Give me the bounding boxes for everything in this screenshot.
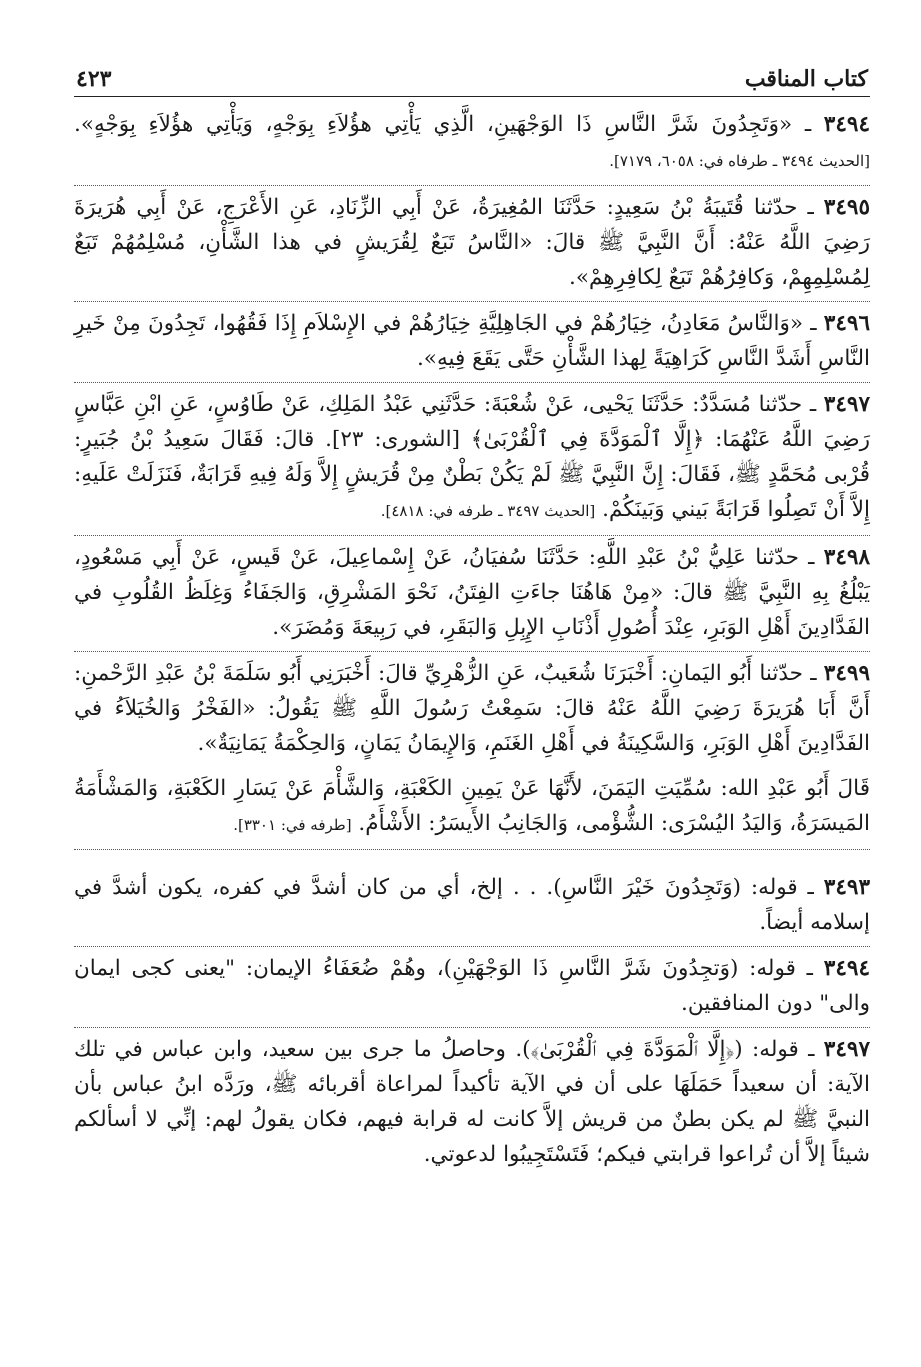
hadith-number: ٣٤٩٦ xyxy=(823,311,870,336)
hadith-text: ـ حدّثنا عَلِيُّ بْنُ عَبْدِ اللَّهِ: حَدَّثَنَا سُفيَانُ، عَنْ إِسْماعِيلَ، عَنْ قَيسٍ، عَنْ أَبِي مَسْعُودٍ، يَبْلُغُ بِهِ النَّبِيَّ ﷺ قالَ: «مِنْ هَاهُنَا جاءَتِ الفِتَنُ، نَحْوَ المَشْرِقِ، وَالجَفَاءُ وَغِلَظُ القُلُوبِ في الفَدَّادِينَ أَهْلِ الوَبَرِ، عِنْدَ أُصُولِ أَذْنَابِ الإِبِلِ وَالبَقَرِ، في رَبِيعَةَ وَمُضَرَ». xyxy=(74,545,870,640)
commentary-3493 xyxy=(74,866,870,947)
hadith-text: ـ حدّثنا أَبُو اليَمانِ: أَخْبَرَنَا شُعَيبٌ، عَنِ الزُّهْرِيِّ قالَ: أَخْبَرَنِي أَبُو سَلَمَةَ بْنُ عَبْدِ الرَّحْمنِ: أَنَّ أَبَا هُرَيرَةَ رَضِيَ اللَّهُ عَنْهُ قالَ: سَمِعْتُ رَسُولَ اللَّهِ ﷺ يَقُولُ: «الفَخْرُ وَالخُيَلاَءُ في الفَدَّادِينَ أَهْلِ الوَبَرِ، وَالسَّكِينَةُ في أَهْلِ الغَنَمِ، وَالإِيمَانُ يَمَانٍ، وَالحِكْمَةُ يَمَانِيَةٌ». xyxy=(74,661,870,756)
hadith-text: ـ «وَتَجِدُونَ شَرَّ النَّاسِ ذَا الوَجْهَينِ، الَّذِي يَأْتِي هؤُلاَءِ بِوَجْهٍ، وَيَأْتِي هؤُلاَءِ بِوَجْهٍ». xyxy=(74,112,824,137)
hadith-text: ـ حدّثنا قُتَيبَةُ بْنُ سَعِيدٍ: حَدَّثَنَا المُغِيرَةُ، عَنْ أَبِي الزِّنَادِ، عَنِ الأَعْرَجِ، عَنْ أَبِي هُرَيرَةَ رَضِيَ اللَّهُ عَنْهُ: أَنَّ النَّبِيَّ ﷺ قالَ: «النَّاسُ تَبَعٌ لِقُرَيشٍ في هذا الشَّأْنِ، مُسْلِمُهُمْ تَبَعٌ لِمُسْلِمِهِمْ، وَكافِرُهُمْ تَبَعٌ لِكافِرِهِمْ». xyxy=(74,195,870,290)
commentary-number: ٣٤٩٧ xyxy=(823,1037,870,1062)
section-gap xyxy=(74,850,870,866)
abu-abdillah-note xyxy=(74,767,870,850)
hadith-text: ـ حدّثنا مُسَدَّدٌ: حَدَّثَنَا يَحْيى، عَنْ شُعْبَةَ: حَدَّثَنِي عَبْدُ المَلِكِ، عَنْ طَاوُسٍ، عَنِ ابْنِ عَبَّاسٍ رَضِيَ اللَّهُ عَنْهُمَا: ﴿إِلَّا ٱلْمَوَدَّةَ فِي ٱلْقُرْبَىٰ﴾ [الشورى: ٢٣]. قالَ: فَقَالَ سَعِيدُ بْنُ جُبَيرٍ: قُرْبى مُحَمَّدٍ ﷺ، فَقَالَ: إِنَّ النَّبِيَّ ﷺ لَمْ يَكُنْ بَطْنٌ مِنْ قُرَيشٍ إِلاَّ وَلَهُ فِيهِ قَرَابَةٌ، فَنَزَلَتْ عَلَيهِ: إِلاَّ أَنْ تَصِلُوا قَرَابَةً بَيني وَبَينَكُمْ. xyxy=(74,392,871,522)
hadith-3497 xyxy=(74,383,870,536)
main-text xyxy=(74,97,870,1178)
commentary-text: ـ قوله: (وَتَجِدُونَ خَيْرَ النَّاسِ). . . إلخ، أي من كان أشدَّ في كفره، يكون أشدَّ في إسلامه أيضاً. xyxy=(74,875,870,935)
book-page xyxy=(74,50,870,1178)
page-number: ٤٢٣ xyxy=(76,66,112,92)
commentary-text: ـ قوله: (وَتجِدُونَ شَرَّ النَّاسِ ذَا الوَجْهَيْنِ)، وهُمْ ضُعَفَاءُ الإيمان: "يعنى كجى ايمان والى" دون المنافقين. xyxy=(74,956,870,1016)
hadith-3495 xyxy=(74,186,870,302)
hadith-reference: [الحديث ٣٤٩٧ ـ طرفه في: ٤٨١٨]. xyxy=(380,502,596,520)
commentary-text: ـ قوله: (﴿إِلَّا ٱلْمَوَدَّةَ فِي ٱلْقُرْبَىٰ﴾). وحاصلُ ما جرى بين سعيد، وابن عباس في تلك الآية: أن سعيداً حَمَلَهَا على أن في الآية تأكيداً لمراعاة أقربائه ﷺ، ورَدَّه ابنُ عباس بأن النبيَّ ﷺ لم يكن بطنٌ من قريش إلاَّ كانت له قرابة فيهم، فكان يقولُ لهم: إنِّي لا أسألكم شيئاً إلاَّ أن تُراعوا قرابتي فيكم؛ فَتَسْتَجِيبُوا لدعوتي. xyxy=(74,1037,870,1167)
note-reference: [طرفه في: ٣٣٠١]. xyxy=(233,816,352,834)
hadith-number: ٣٤٩٧ xyxy=(823,392,870,417)
commentary-3494 xyxy=(74,947,870,1028)
hadith-reference: [الحديث ٣٤٩٤ ـ طرفاه في: ٦٠٥٨، ٧١٧٩]. xyxy=(609,152,870,170)
hadith-number: ٣٤٩٩ xyxy=(823,661,870,686)
hadith-3499 xyxy=(74,652,870,767)
hadith-3498 xyxy=(74,536,870,652)
hadith-3494 xyxy=(74,103,870,186)
commentary-3497 xyxy=(74,1028,870,1178)
hadith-number: ٣٤٩٤ xyxy=(823,112,870,137)
hadith-number: ٣٤٩٨ xyxy=(823,545,870,570)
commentary-number: ٣٤٩٤ xyxy=(823,956,870,981)
hadith-3496 xyxy=(74,302,870,383)
commentary-number: ٣٤٩٣ xyxy=(823,875,870,900)
hadith-number: ٣٤٩٥ xyxy=(823,195,870,220)
note-text: قَالَ أَبُو عَبْدِ الله: سُمِّيَتِ اليَمَنَ، لأَنَّهَا عَنْ يَمِينِ الكَعْبَةِ، وَالشَّأْمَ عَنْ يَسَارِ الكَعْبَةِ، وَالمَشْأَمَةُ المَيسَرَةُ، وَاليَدُ اليُسْرَى: الشُّؤْمى، وَالجَانِبُ الأَيسَرُ: الأَشْأَمُ. xyxy=(74,776,870,836)
running-title: كتاب المناقب xyxy=(744,66,868,92)
page-header xyxy=(74,50,870,97)
hadith-text: ـ «وَالنَّاسُ مَعَادِنُ، خِيَارُهُمْ في الجَاهِلِيَّةِ خِيَارُهُمْ في الإِسْلاَمِ إِذَا فَقُهُوا، تَجِدُونَ مِنْ خَيرِ النَّاسِ أَشَدَّ النَّاسِ كَرَاهِيَةً لِهذا الشَّأْنِ حَتَّى يَقَعَ فِيهِ». xyxy=(74,311,870,371)
